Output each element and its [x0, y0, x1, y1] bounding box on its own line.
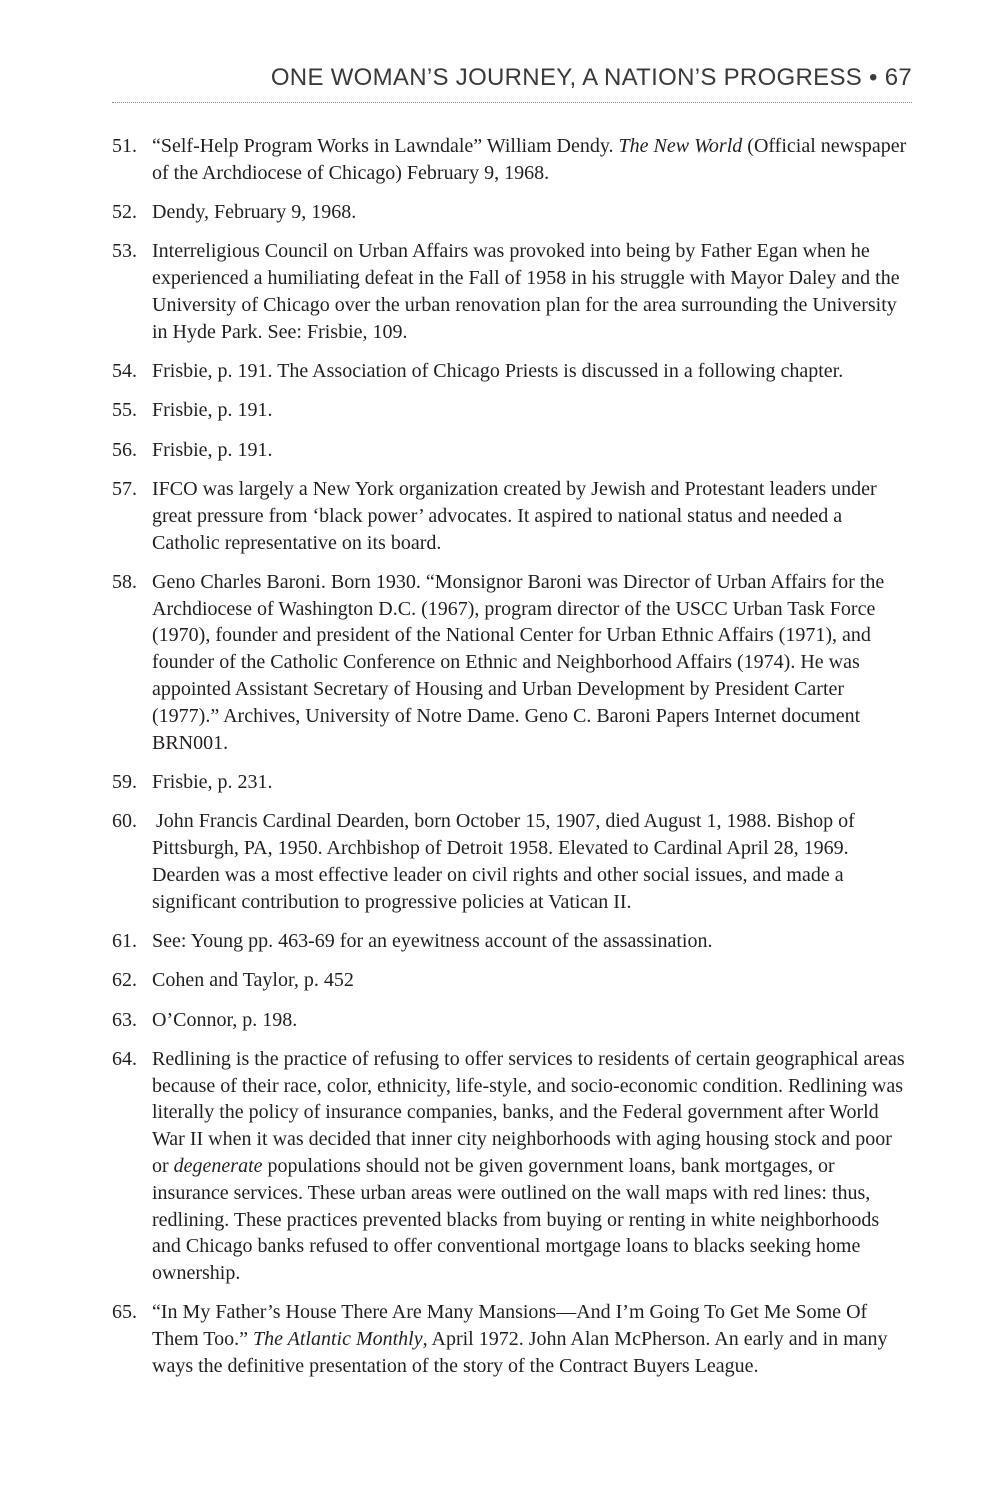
endnote-text: [152, 133, 912, 187]
endnote-text: [152, 437, 912, 464]
endnote-item: [112, 928, 912, 955]
endnote-number: 51.: [112, 135, 137, 157]
endnote-number: 53.: [112, 240, 137, 263]
endnote-text-segment: See: Young pp. 463-69 for an eyewitness account of the assassination.: [152, 929, 713, 952]
endnote-number: 55.: [112, 399, 137, 422]
endnote-text: [152, 967, 912, 994]
endnote-text-segment: Frisbie, p. 191.: [152, 438, 273, 461]
endnote-text: [152, 397, 912, 424]
endnote-item: [112, 133, 912, 187]
endnote-text-segment: “In My Father’s House There Are Many Mansions—And I’m Going To Get Me Some Of Them Too.”: [152, 1301, 868, 1351]
endnote-text-segment: Redlining is the practice of refusing to offer services to residents of certain geographical areas because of their race, color, ethnicity, life-style, and socio-economic condition. Redlining was literally the policy of insurance companies, banks, and the Federal government after World War II when it was decided that inner city neighborhoods with aging housing stock and poor or: [152, 1047, 905, 1177]
endnote-item: [112, 769, 912, 796]
endnote-text-segment: “Self-Help Program Works in Lawndale” William Dendy.: [152, 135, 619, 157]
endnote-item: [112, 1007, 912, 1034]
endnote-text: [152, 1299, 912, 1379]
endnote-italic-title: The New World: [618, 135, 743, 157]
endnote-text-segment: , April 1972. John Alan McPherson. An early and in many ways the definitive presentation of the story of the Contract Buyers League.: [152, 1328, 888, 1378]
endnote-text: [152, 808, 912, 915]
endnote-text: [152, 769, 912, 796]
endnote-text-segment: IFCO was largely a New York organization created by Jewish and Protestant leaders under great pressure from ‘black power’ advocates. It aspired to national status and needed a Catholic representative on its board.: [152, 477, 877, 554]
endnote-text: [152, 1046, 912, 1287]
endnote-number: 56.: [112, 438, 137, 461]
endnotes-list: [112, 133, 912, 1392]
endnote-item: [112, 476, 912, 556]
endnote-text: [152, 476, 912, 556]
endnote-item: [112, 1299, 912, 1379]
endnote-text: [152, 238, 912, 345]
endnote-italic-title: degenerate: [173, 1155, 263, 1177]
endnote-item: [112, 569, 912, 757]
endnote-text-segment: O’Connor, p. 198.: [152, 1008, 298, 1031]
endnote-text: [152, 1007, 912, 1034]
endnote-text-segment: populations should not be given government loans, bank mortgages, or insurance services. These urban areas were outlined on the wall maps with red lines: thus, redlining. These practices prevented blacks from buying or renting in white neighborhoods and Chicago banks refused to offer conventional mortgage loans to blacks seeking home ownership.: [152, 1155, 880, 1285]
endnote-number: 54.: [112, 360, 137, 383]
endnote-number: 58.: [112, 570, 137, 593]
endnote-number: 60.: [112, 810, 137, 833]
endnote-item: [112, 199, 912, 226]
endnote-number: 64.: [112, 1047, 137, 1070]
endnote-text: [152, 928, 912, 955]
endnote-text-segment: Cohen and Taylor, p. 452: [152, 969, 354, 992]
endnote-text-segment: (Official newspaper of the Archdiocese of Chicago) February 9, 1968.: [152, 135, 907, 184]
endnote-text-segment: Geno Charles Baroni. Born 1930. “Monsignor Baroni was Director of Urban Affairs for the Archdiocese of Washington D.C. (1967), program director of the USCC Urban Task Force (1970), founder and president of the National Center for Urban Ethnic Affairs (1971), and founder of the Catholic Conference on Ethnic and Neighborhood Affairs (1974). He was appointed Assistant Secretary of Housing and Urban Development by President Carter (1977).” Archives, University of Notre Dame. Geno C. Baroni Papers Internet document BRN001.: [152, 570, 885, 754]
endnote-number: 61.: [112, 929, 137, 952]
endnote-text-segment: Dendy, February 9, 1968.: [152, 201, 357, 224]
endnote-italic-title: The Atlantic Monthly: [253, 1328, 423, 1351]
endnote-text: [152, 358, 912, 385]
endnote-number: 57.: [112, 477, 137, 500]
running-header: [112, 60, 912, 103]
endnote-text-segment: Frisbie, p. 231.: [152, 770, 273, 793]
endnote-text-segment: Interreligious Council on Urban Affairs was provoked into being by Father Egan when he experienced a humiliating defeat in the Fall of 1958 in his struggle with Mayor Daley and the University of Chicago over the urban renovation plan for the area surrounding the University in Hyde Park. See: Frisbie, 109.: [152, 240, 900, 343]
endnote-number: 63.: [112, 1008, 137, 1031]
endnote-number: 62.: [112, 969, 137, 992]
endnote-number: 52.: [112, 201, 137, 224]
endnote-item: [112, 1046, 912, 1287]
endnote-item: [112, 238, 912, 345]
endnote-item: [112, 808, 912, 915]
endnote-item: [112, 358, 912, 385]
endnote-text-segment: Frisbie, p. 191. The Association of Chicago Priests is discussed in a following chapter.: [152, 360, 844, 383]
endnote-number: 65.: [112, 1301, 137, 1324]
endnote-number: 59.: [112, 770, 137, 793]
endnote-item: [112, 437, 912, 464]
endnote-text: [152, 199, 912, 226]
endnote-text-segment: Frisbie, p. 191.: [152, 399, 273, 422]
endnote-text-segment: John Francis Cardinal Dearden, born October 15, 1907, died August 1, 1988. Bishop of Pittsburgh, PA, 1950. Archbishop of Detroit 1958. Elevated to Cardinal April 28, 1969. Dearden was a most effective leader on civil rights and other social issues, and made a significant contribution to progressive policies at Vatican II.: [152, 810, 855, 913]
running-title: ONE WOMAN’S JOURNEY, A NATION’S PROGRESS • 67: [270, 64, 912, 91]
endnote-text: [152, 569, 912, 757]
endnote-item: [112, 397, 912, 424]
endnote-item: [112, 967, 912, 994]
